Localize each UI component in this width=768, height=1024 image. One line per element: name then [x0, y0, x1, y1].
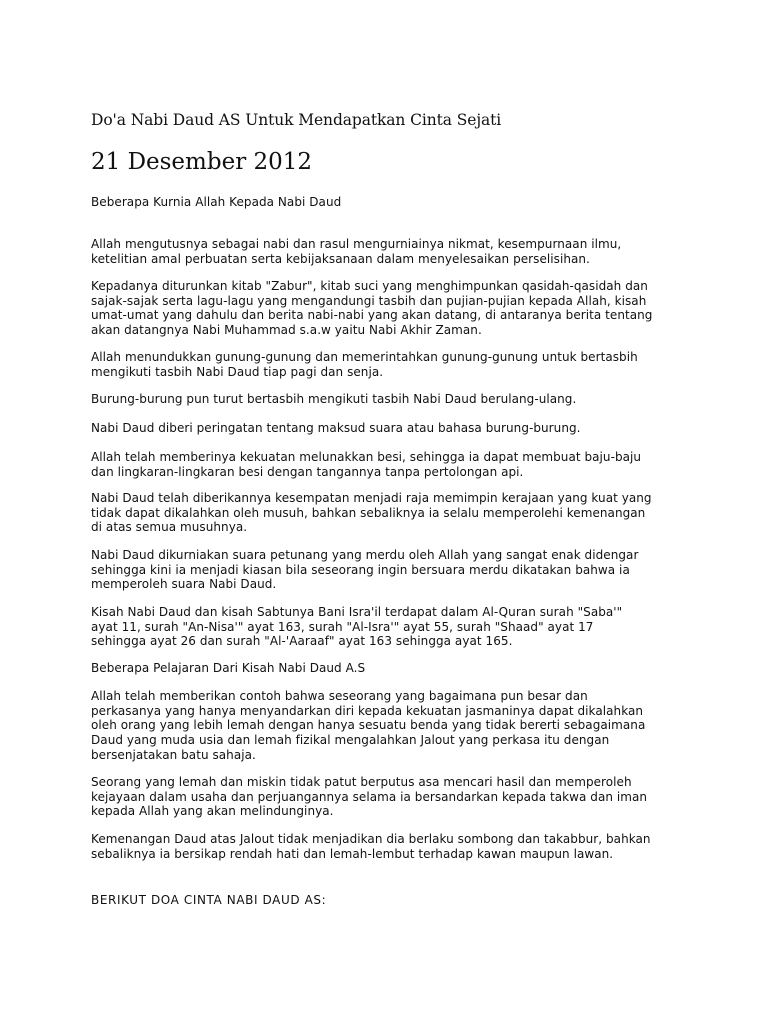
- paragraph-line: sajak-sajak serta lagu-lagu yang mengandungi tasbih dan pujian-pujian kepada Allah, kisah: [91, 293, 647, 308]
- document-title: Do'a Nabi Daud AS Untuk Mendapatkan Cinta Sejati: [91, 111, 502, 129]
- paragraph-line: Beberapa Pelajaran Dari Kisah Nabi Daud A.S: [91, 661, 366, 675]
- paragraph: [91, 421, 691, 436]
- paragraph: [91, 392, 691, 407]
- paragraph-line: Allah mengutusnya sebagai nabi dan rasul mengurniainya nikmat, kesempurnaan ilmu,: [91, 237, 622, 251]
- paragraph-line: sehingga ayat 26 dan surah "Al-'Aaraaf" ayat 163 sehingga ayat 165.: [91, 634, 513, 649]
- paragraph-line: perkasanya yang hanya menyandarkan diri kepada kekuatan jasmaninya dapat dikalahkan: [91, 703, 644, 718]
- paragraph-line: Daud yang muda usia dan lemah fizikal mengalahkan Jalout yang perkasa itu dengan: [91, 733, 610, 748]
- paragraph-line: Nabi Daud diberi peringatan tentang maksud suara atau bahasa burung-burung.: [91, 421, 581, 435]
- paragraph-line: Seorang yang lemah dan miskin tidak patut berputus asa mencari hasil dan memperoleh: [91, 775, 632, 789]
- paragraph: [91, 775, 691, 819]
- paragraph-line: kejayaan dalam usaha dan perjuangannya selama ia bersandarkan kepada takwa dan iman: [91, 789, 648, 804]
- paragraph: [91, 450, 691, 479]
- paragraph-line: Kepadanya diturunkan kitab "Zabur", kitab suci yang menghimpunkan qasidah-qasidah dan: [91, 279, 648, 293]
- paragraph-line: memperoleh suara Nabi Daud.: [91, 577, 277, 592]
- paragraph-line: Beberapa Kurnia Allah Kepada Nabi Daud: [91, 195, 342, 209]
- paragraph-line: Allah telah memberinya kekuatan melunakkan besi, sehingga ia dapat membuat baju-baju: [91, 450, 642, 464]
- paragraph: [91, 237, 691, 266]
- paragraph-line: Nabi Daud telah diberikannya kesempatan menjadi raja memimpin kerajaan yang kuat yang: [91, 491, 652, 505]
- paragraph-line: sebaliknya ia bersikap rendah hati dan lemah-lembut terhadap kawan maupun lawan.: [91, 846, 614, 861]
- paragraph-line: Allah menundukkan gunung-gunung dan memerintahkan gunung-gunung untuk bertasbih: [91, 350, 638, 364]
- paragraph: [91, 661, 691, 676]
- paragraph-line: akan datangnya Nabi Muhammad s.a.w yaitu Nabi Akhir Zaman.: [91, 323, 482, 338]
- paragraph-line: ketelitian amal perbuatan serta kebijaksanaan dalam menyelesaikan perselisihan.: [91, 251, 590, 266]
- paragraph-line: Burung-burung pun turut bertasbih mengikuti tasbih Nabi Daud berulang-ulang.: [91, 392, 577, 406]
- paragraph: [91, 195, 691, 210]
- paragraph-line: oleh orang yang lebih lemah dengan hanya sesuatu benda yang tidak bererti sebagaimana: [91, 718, 646, 733]
- paragraph: [91, 279, 691, 338]
- paragraph: [91, 605, 691, 649]
- paragraph-line: Kemenangan Daud atas Jalout tidak menjadikan dia berlaku sombong dan takabbur, bahkan: [91, 832, 651, 846]
- paragraph: [91, 548, 691, 592]
- paragraph-line: Allah telah memberikan contoh bahwa seseorang yang bagaimana pun besar dan: [91, 689, 588, 703]
- paragraph-line: mengikuti tasbih Nabi Daud tiap pagi dan senja.: [91, 364, 384, 379]
- paragraph: [91, 893, 691, 908]
- document-date: 21 Desember 2012: [91, 149, 313, 175]
- paragraph: [91, 350, 691, 379]
- paragraph-line: di atas semua musuhnya.: [91, 520, 248, 535]
- paragraph-line: dan lingkaran-lingkaran besi dengan tangannya tanpa pertolongan api.: [91, 464, 524, 479]
- paragraph-line: umat-umat yang dahulu dan berita nabi-nabi yang akan datang, di antaranya berita tentang: [91, 308, 653, 323]
- paragraph-line: sehingga kini ia menjadi kiasan bila seseorang ingin bersuara merdu dikatakan bahwa ia: [91, 562, 630, 577]
- paragraph: [91, 832, 691, 861]
- paragraph-line: kepada Allah yang akan melindunginya.: [91, 804, 334, 819]
- paragraph-line: bersenjatakan batu sahaja.: [91, 747, 256, 762]
- paragraph: [91, 491, 691, 535]
- paragraph-line: BERIKUT DOA CINTA NABI DAUD AS:: [91, 893, 327, 907]
- paragraph-line: tidak dapat dikalahkan oleh musuh, bahkan sebaliknya ia selalu memperolehi kemenangan: [91, 505, 646, 520]
- paragraph: [91, 689, 691, 763]
- paragraph-line: Kisah Nabi Daud dan kisah Sabtunya Bani Isra'il terdapat dalam Al-Quran surah "Saba'": [91, 605, 623, 619]
- paragraph-line: Nabi Daud dikurniakan suara petunang yang merdu oleh Allah yang sangat enak didengar: [91, 548, 639, 562]
- paragraph-line: ayat 11, surah "An-Nisa'" ayat 163, surah "Al-Isra'" ayat 55, surah "Shaad" ayat 17: [91, 619, 594, 634]
